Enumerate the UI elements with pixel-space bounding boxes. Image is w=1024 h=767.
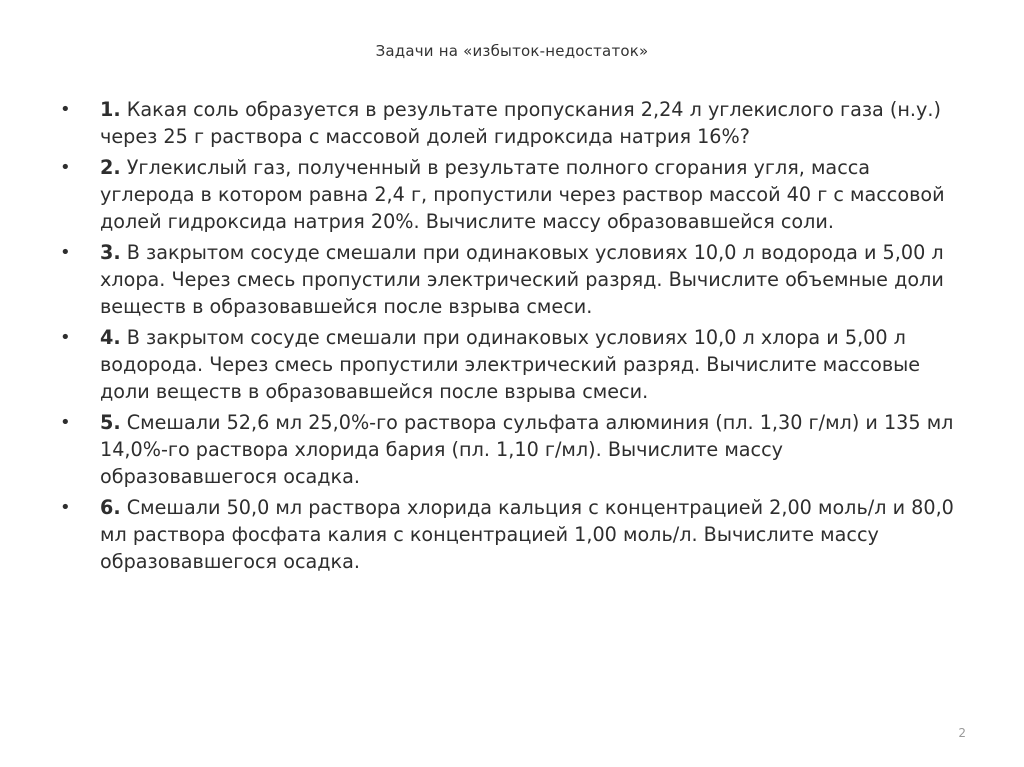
- task-text: В закрытом сосуде смешали при одинаковых условиях 10,0 л водорода и 5,00 л хлора. Через смесь пропустили электрический разряд. Вычислите объемные доли веществ в образовавшейся после взрыва смеси.: [100, 241, 944, 318]
- task-text: Углекислый газ, полученный в результате полного сгорания угля, масса углерода в котором равна 2,4 г, пропустили через раствор массой 40 г с массовой долей гидроксида натрия 20%. Вычислите массу образовавшейся соли.: [100, 156, 945, 233]
- task-item: [60, 325, 965, 405]
- task-text: В закрытом сосуде смешали при одинаковых условиях 10,0 л хлора и 5,00 л водорода. Через смесь пропустили электрический разряд. Вычислите массовые доли веществ в образовавшейся после взрыва смеси.: [100, 326, 921, 403]
- bullet-icon: •: [60, 497, 71, 519]
- task-text: Смешали 52,6 мл 25,0%-го раствора сульфата алюминия (пл. 1,30 г/мл) и 135 мл 14,0%-го раствора хлорида бария (пл. 1,10 г/мл). Вычислите массу образовавшегося осадка.: [100, 411, 954, 488]
- task-text: Какая соль образуется в результате пропускания 2,24 л углекислого газа (н.у.) через 25 г раствора с массовой долей гидроксида натрия 16%?: [100, 98, 941, 148]
- task-number: 3.: [100, 241, 121, 265]
- task-number: 4.: [100, 326, 121, 350]
- task-number: 5.: [100, 411, 121, 435]
- task-item: [60, 155, 965, 235]
- task-item: [60, 495, 965, 575]
- task-item: [60, 410, 965, 490]
- task-number: 2.: [100, 156, 121, 180]
- task-number: 6.: [100, 496, 121, 520]
- task-text: Смешали 50,0 мл раствора хлорида кальция с концентрацией 2,00 моль/л и 80,0 мл раствора фосфата калия с концентрацией 1,00 моль/л. Вычислите массу образовавшегося осадка.: [100, 496, 954, 573]
- task-item: [60, 97, 965, 151]
- slide-title: Задачи на «избыток-недостаток»: [375, 42, 649, 60]
- bullet-icon: •: [60, 157, 71, 179]
- bullet-icon: •: [60, 242, 71, 264]
- page-number: 2: [958, 726, 966, 740]
- task-list: [60, 97, 965, 580]
- task-number: 1.: [100, 98, 121, 121]
- bullet-icon: •: [60, 99, 71, 120]
- bullet-icon: •: [60, 327, 71, 349]
- task-item: [60, 240, 965, 320]
- bullet-icon: •: [60, 412, 71, 434]
